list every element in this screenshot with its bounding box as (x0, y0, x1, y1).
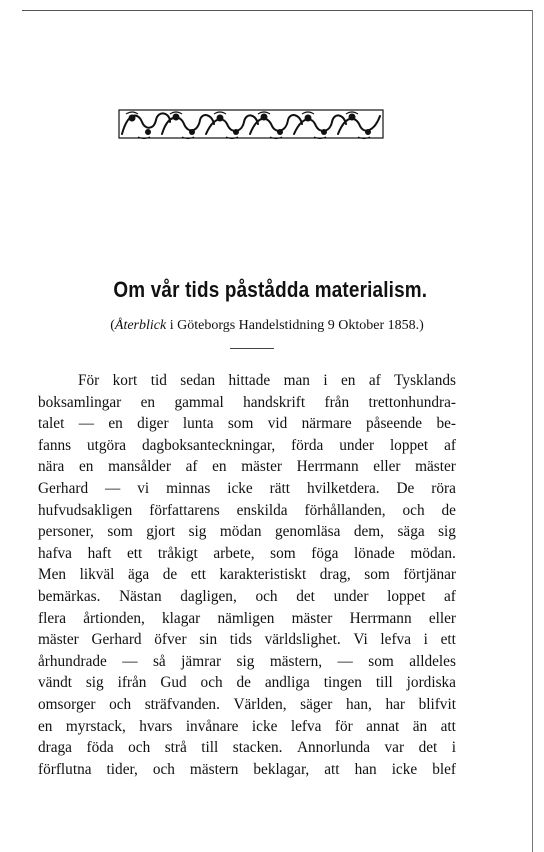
body-word: jämrar (181, 652, 222, 670)
body-word: hvilketdera. (306, 479, 380, 497)
title-divider (230, 348, 274, 349)
body-word: sig (85, 674, 104, 692)
body-word: han (354, 760, 377, 778)
body-word: stacken. (232, 739, 283, 757)
body-word: myrstack, (65, 717, 126, 735)
body-word: tingen (323, 674, 362, 692)
body-word: sig (188, 523, 207, 541)
body-word: som (368, 652, 394, 670)
body-word: lefva (290, 717, 322, 735)
body-word: som (227, 415, 254, 433)
body-line (38, 737, 456, 759)
body-word: tråkigt (157, 544, 198, 562)
body-word: af (444, 436, 456, 454)
body-word: som (364, 566, 390, 584)
body-word: genomläsa (274, 523, 341, 541)
body-word: Men (38, 566, 67, 584)
body-word: mäster (291, 609, 333, 627)
body-line (38, 456, 456, 478)
body-word: — (122, 652, 138, 670)
body-word: vid (267, 415, 288, 433)
body-word: mäster (415, 458, 456, 476)
body-word: ett (190, 566, 206, 584)
body-word: enskilda (236, 501, 288, 519)
body-word: Herrmann (349, 609, 412, 627)
body-word: Annorlunda (296, 739, 371, 757)
body-word: mödan. (410, 544, 456, 562)
body-line (38, 435, 456, 457)
body-word: och (152, 760, 175, 778)
body-word: förhållanden, (304, 501, 386, 519)
decorative-headpiece-icon (118, 104, 384, 144)
body-word: och (402, 501, 425, 519)
body-word: som (270, 544, 296, 562)
body-word: de (236, 674, 251, 692)
body-word: under (333, 587, 369, 605)
body-line (38, 672, 456, 694)
body-word: Tysklands (394, 372, 456, 389)
body-word: äga (127, 566, 150, 584)
body-word: andliga (264, 674, 310, 692)
body-word: haft (87, 544, 112, 562)
body-word: en (38, 717, 53, 735)
body-word: karakteristiskt (219, 566, 307, 584)
body-word: dagligen, (180, 587, 237, 605)
body-word: röra (431, 479, 456, 497)
body-word: utgöra (87, 436, 127, 454)
body-line (38, 608, 456, 630)
body-word: fanns (38, 436, 72, 454)
body-word: diger (137, 415, 169, 433)
chapter-title: Om vår tids påstådda materialism. (113, 277, 428, 302)
body-word: har (385, 695, 405, 713)
body-word: säga (397, 523, 425, 541)
body-word: sträfvanden. (144, 695, 220, 713)
body-word: förda (291, 436, 324, 454)
body-word: påseende (366, 415, 423, 433)
body-line (38, 521, 456, 543)
page-top-rule (22, 10, 532, 11)
body-word: blifvit (418, 695, 456, 713)
body-word: närmare (301, 415, 352, 433)
body-word: kort (112, 372, 138, 389)
body-word: loppet (387, 587, 426, 605)
body-word: boksamlingar (38, 393, 122, 411)
body-word: förtjänar (403, 566, 456, 584)
body-word: — (337, 652, 353, 670)
body-word: drag, (319, 566, 351, 584)
body-word: mästern, (269, 652, 323, 670)
body-word: trettonhundra- (368, 393, 456, 411)
body-word: nära (38, 458, 65, 476)
body-word: lönade (354, 544, 395, 562)
body-word: mäster (241, 458, 282, 476)
body-word: handskrift (243, 393, 306, 411)
body-word: loppet (389, 436, 429, 454)
body-word: från (324, 393, 350, 411)
body-word: annat (366, 717, 400, 735)
body-line (38, 694, 456, 716)
body-word: föga (311, 544, 339, 562)
body-word: be- (436, 415, 456, 433)
body-word: nämligen (217, 609, 275, 627)
body-word: För (78, 372, 100, 389)
body-word: än (412, 717, 428, 735)
body-word: talet (38, 415, 65, 433)
body-word: till (201, 739, 219, 757)
body-word: jordiska (406, 674, 456, 692)
body-word: världslighet. (264, 631, 341, 649)
body-word: sig (236, 652, 255, 670)
body-word: Gud (160, 674, 187, 692)
body-word: föda (86, 739, 114, 757)
body-word: hufvudsakligen (38, 501, 133, 519)
body-word: författarens (149, 501, 220, 519)
body-word: ett (126, 544, 143, 562)
body-line (38, 716, 456, 738)
body-word: personer, (38, 523, 94, 541)
body-word: mansålder (108, 458, 171, 476)
body-word: af (368, 372, 381, 389)
body-word: en (340, 372, 356, 389)
body-word: hvars (139, 717, 173, 735)
body-word: öfver (154, 631, 187, 649)
body-word: icke (251, 717, 278, 735)
body-word: draga (38, 739, 72, 757)
body-word: en (212, 458, 227, 476)
body-word: alldeles (409, 652, 456, 670)
body-word: en (108, 415, 123, 433)
body-word: som (107, 523, 133, 541)
body-word: till (375, 674, 393, 692)
body-word: klagar (162, 609, 201, 627)
body-line (38, 370, 456, 392)
body-word: så (152, 652, 166, 670)
body-word: af (185, 458, 198, 476)
body-word: under (339, 436, 375, 454)
source-word: Återblick (114, 318, 167, 333)
body-word: det (296, 587, 315, 605)
body-line (38, 759, 456, 781)
body-word: de (441, 501, 456, 519)
body-word: Gerhard (91, 631, 142, 649)
body-word: årtionden, (83, 609, 145, 627)
body-line (38, 629, 456, 651)
body-word: strå (164, 739, 187, 757)
body-word: icke (227, 479, 253, 497)
body-line (38, 651, 456, 673)
body-line (38, 478, 456, 500)
body-word: likväl (79, 566, 115, 584)
body-word: blef (432, 760, 456, 778)
body-word: ett (440, 631, 456, 649)
body-word: lunta (182, 415, 214, 433)
body-word: arbete, (213, 544, 255, 562)
body-word: — (78, 415, 94, 433)
body-word: gammal (174, 393, 224, 411)
body-word: han, (345, 695, 372, 713)
body-word: och (109, 695, 132, 713)
body-word: flera (38, 609, 67, 627)
body-word: dem, (353, 523, 385, 541)
body-word: århundrade (38, 652, 107, 670)
body-word: minnas (166, 479, 211, 497)
body-word: vi (137, 479, 150, 497)
body-line (38, 392, 456, 414)
body-word: invånare (185, 717, 239, 735)
body-word: dagboksanteckningar, (141, 436, 276, 454)
body-word: vändt (38, 674, 72, 692)
body-word: att (440, 717, 456, 735)
body-word: för (334, 717, 353, 735)
body-word: och (200, 674, 223, 692)
body-line (38, 500, 456, 522)
body-line (38, 543, 456, 565)
body-word: beklagar, (253, 760, 310, 778)
body-line (38, 564, 456, 586)
body-word: hafva (38, 544, 72, 562)
body-word: en (140, 393, 156, 411)
body-word: säger (300, 695, 333, 713)
body-line (38, 413, 456, 435)
body-word: Herrmann (296, 458, 359, 476)
body-word: sin (199, 631, 218, 649)
body-word: i (423, 631, 428, 649)
body-word: Världen, (233, 695, 287, 713)
body-word: bemärkas. (38, 587, 101, 605)
page-right-edge (532, 10, 533, 852)
body-word: och (255, 587, 278, 605)
body-word: eller (428, 609, 456, 627)
body-word: förflutna (38, 760, 92, 778)
body-word: att (324, 760, 340, 778)
body-word: tid (150, 372, 167, 389)
body-word: icke (391, 760, 418, 778)
body-word: eller (373, 458, 401, 476)
body-word: mäster (38, 631, 79, 649)
body-word: tids (229, 631, 252, 649)
body-word: De (396, 479, 415, 497)
body-line (38, 586, 456, 608)
body-word: gjort (146, 523, 176, 541)
body-word: man (283, 372, 310, 389)
body-word: sig (438, 523, 456, 541)
body-word: hittade (228, 372, 271, 389)
body-word: de (162, 566, 178, 584)
source-citation: i Göteborgs Handelstidning 9 Oktober 1858.) (166, 318, 424, 333)
body-word: en (78, 458, 94, 476)
chapter-source-note (0, 318, 539, 334)
body-text (38, 370, 456, 780)
source-open-paren: ( (110, 318, 115, 333)
body-word: Nästan (119, 587, 162, 605)
body-word: mästern (189, 760, 239, 778)
body-word: det (418, 739, 438, 757)
body-word: ifrån (117, 674, 147, 692)
body-word: sedan (180, 372, 216, 389)
body-word: Gerhard (38, 479, 89, 497)
body-word: omsorger (38, 695, 96, 713)
body-word: i (323, 372, 328, 389)
body-word: Vi (353, 631, 368, 649)
body-word: af (444, 587, 456, 605)
body-word: — (105, 479, 121, 497)
body-word: tider, (106, 760, 138, 778)
body-word: lefva (380, 631, 411, 649)
body-word: mödan (219, 523, 262, 541)
body-word: och (128, 739, 151, 757)
body-word: var (384, 739, 405, 757)
body-word: i (451, 739, 456, 757)
body-word: rätt (269, 479, 291, 497)
